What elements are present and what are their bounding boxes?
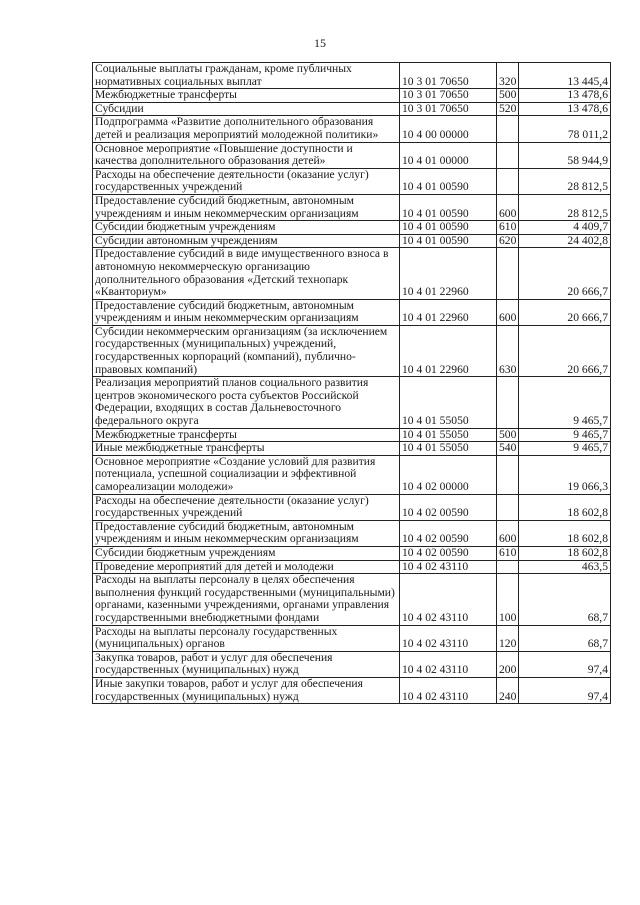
row-amount: 24 402,8 bbox=[519, 234, 611, 248]
row-name: Иные межбюджетные трансферты bbox=[93, 442, 400, 456]
row-expense-type bbox=[497, 116, 519, 142]
table-row bbox=[93, 560, 611, 574]
row-code: 10 4 01 00000 bbox=[400, 142, 497, 168]
row-amount: 28 812,5 bbox=[519, 194, 611, 220]
row-amount: 13 478,6 bbox=[519, 89, 611, 103]
table-row bbox=[93, 116, 611, 142]
table-row bbox=[93, 651, 611, 677]
row-expense-type bbox=[497, 168, 519, 194]
row-code: 10 4 02 43110 bbox=[400, 651, 497, 677]
row-code: 10 4 02 43110 bbox=[400, 560, 497, 574]
row-name: Субсидии автономным учреждениям bbox=[93, 234, 400, 248]
row-amount: 68,7 bbox=[519, 625, 611, 651]
row-code: 10 4 02 00590 bbox=[400, 546, 497, 560]
row-code: 10 4 02 43110 bbox=[400, 625, 497, 651]
table-row bbox=[93, 194, 611, 220]
budget-table bbox=[92, 62, 611, 704]
row-expense-type bbox=[497, 494, 519, 520]
row-code: 10 4 01 55050 bbox=[400, 428, 497, 442]
row-expense-type: 610 bbox=[497, 221, 519, 235]
row-amount: 18 602,8 bbox=[519, 546, 611, 560]
row-name: Основное мероприятие «Создание условий для развития потенциала, успешной социализации и эффективной самореализации молодежи» bbox=[93, 455, 400, 494]
row-code: 10 4 02 00590 bbox=[400, 520, 497, 546]
table-row bbox=[93, 428, 611, 442]
row-code: 10 4 01 00590 bbox=[400, 168, 497, 194]
row-expense-type: 630 bbox=[497, 325, 519, 376]
row-expense-type bbox=[497, 377, 519, 428]
table-row bbox=[93, 325, 611, 376]
row-name: Предоставление субсидий бюджетным, автономным учреждениям и иным некоммерческим организациям bbox=[93, 194, 400, 220]
row-name: Расходы на выплаты персоналу государственных (муниципальных) органов bbox=[93, 625, 400, 651]
row-name: Предоставление субсидий в виде имущественного взноса в автономную некоммерческую организацию дополнительного образования «Детский технопарк «Кванториум» bbox=[93, 248, 400, 299]
row-amount: 9 465,7 bbox=[519, 442, 611, 456]
row-name: Межбюджетные трансферты bbox=[93, 89, 400, 103]
table-row bbox=[93, 494, 611, 520]
row-code: 10 4 02 00590 bbox=[400, 494, 497, 520]
row-name: Закупка товаров, работ и услуг для обеспечения государственных (муниципальных) нужд bbox=[93, 651, 400, 677]
row-expense-type bbox=[497, 248, 519, 299]
table-row bbox=[93, 142, 611, 168]
row-code: 10 4 01 00590 bbox=[400, 194, 497, 220]
row-name: Основное мероприятие «Повышение доступности и качества дополнительного образования детей» bbox=[93, 142, 400, 168]
row-amount: 68,7 bbox=[519, 574, 611, 625]
row-amount: 20 666,7 bbox=[519, 248, 611, 299]
row-expense-type: 240 bbox=[497, 677, 519, 703]
row-amount: 18 602,8 bbox=[519, 494, 611, 520]
row-name: Субсидии некоммерческим организациям (за исключением государственных (муниципальных) учреждений, государственных корпораций (компаний), публично-правовых компаний) bbox=[93, 325, 400, 376]
table-row bbox=[93, 89, 611, 103]
row-name: Иные закупки товаров, работ и услуг для обеспечения государственных (муниципальных) нужд bbox=[93, 677, 400, 703]
row-code: 10 4 01 22960 bbox=[400, 248, 497, 299]
table-row bbox=[93, 520, 611, 546]
row-expense-type: 620 bbox=[497, 234, 519, 248]
row-name: Субсидии бюджетным учреждениям bbox=[93, 546, 400, 560]
row-expense-type: 100 bbox=[497, 574, 519, 625]
row-name: Предоставление субсидий бюджетным, автономным учреждениям и иным некоммерческим организациям bbox=[93, 520, 400, 546]
row-expense-type: 610 bbox=[497, 546, 519, 560]
row-expense-type: 520 bbox=[497, 102, 519, 116]
row-expense-type: 500 bbox=[497, 428, 519, 442]
row-code: 10 4 00 00000 bbox=[400, 116, 497, 142]
row-code: 10 3 01 70650 bbox=[400, 102, 497, 116]
row-expense-type: 120 bbox=[497, 625, 519, 651]
page-number: 15 bbox=[314, 36, 326, 50]
row-name: Реализация мероприятий планов социального развития центров экономического роста субъектов Российской Федерации, входящих в состав Дальневосточного федерального округа bbox=[93, 377, 400, 428]
table-row bbox=[93, 377, 611, 428]
row-amount: 58 944,9 bbox=[519, 142, 611, 168]
row-name: Расходы на обеспечение деятельности (оказание услуг) государственных учреждений bbox=[93, 168, 400, 194]
row-expense-type: 600 bbox=[497, 299, 519, 325]
row-code: 10 4 01 22960 bbox=[400, 325, 497, 376]
row-amount: 78 011,2 bbox=[519, 116, 611, 142]
row-expense-type: 600 bbox=[497, 520, 519, 546]
table-row bbox=[93, 299, 611, 325]
table-row bbox=[93, 221, 611, 235]
row-code: 10 4 02 43110 bbox=[400, 574, 497, 625]
table-row bbox=[93, 234, 611, 248]
row-expense-type: 320 bbox=[497, 63, 519, 89]
row-amount: 9 465,7 bbox=[519, 377, 611, 428]
row-code: 10 4 01 55050 bbox=[400, 377, 497, 428]
row-name: Подпрограмма «Развитие дополнительного образования детей и реализация мероприятий молодежной политики» bbox=[93, 116, 400, 142]
table-row bbox=[93, 442, 611, 456]
row-expense-type: 200 bbox=[497, 651, 519, 677]
row-code: 10 4 01 00590 bbox=[400, 221, 497, 235]
row-name: Проведение мероприятий для детей и молодежи bbox=[93, 560, 400, 574]
table-row bbox=[93, 625, 611, 651]
table-row bbox=[93, 63, 611, 89]
row-amount: 28 812,5 bbox=[519, 168, 611, 194]
row-name: Субсидии bbox=[93, 102, 400, 116]
row-code: 10 4 01 22960 bbox=[400, 299, 497, 325]
table-row bbox=[93, 455, 611, 494]
row-amount: 13 445,4 bbox=[519, 63, 611, 89]
row-expense-type: 540 bbox=[497, 442, 519, 456]
row-name: Межбюджетные трансферты bbox=[93, 428, 400, 442]
row-name: Предоставление субсидий бюджетным, автономным учреждениям и иным некоммерческим организациям bbox=[93, 299, 400, 325]
row-amount: 97,4 bbox=[519, 677, 611, 703]
row-code: 10 3 01 70650 bbox=[400, 63, 497, 89]
row-name: Расходы на выплаты персоналу в целях обеспечения выполнения функций государственными (муниципальными) органами, казенными учреждениями, органами управления государственными внебюджетными фондами bbox=[93, 574, 400, 625]
table-row bbox=[93, 102, 611, 116]
row-expense-type bbox=[497, 455, 519, 494]
row-amount: 463,5 bbox=[519, 560, 611, 574]
row-name: Расходы на обеспечение деятельности (оказание услуг) государственных учреждений bbox=[93, 494, 400, 520]
row-expense-type bbox=[497, 142, 519, 168]
row-amount: 18 602,8 bbox=[519, 520, 611, 546]
table-row bbox=[93, 248, 611, 299]
row-code: 10 4 02 43110 bbox=[400, 677, 497, 703]
row-name: Социальные выплаты гражданам, кроме публичных нормативных социальных выплат bbox=[93, 63, 400, 89]
table-row bbox=[93, 574, 611, 625]
table-row bbox=[93, 677, 611, 703]
row-code: 10 4 01 00590 bbox=[400, 234, 497, 248]
row-code: 10 4 01 55050 bbox=[400, 442, 497, 456]
row-amount: 20 666,7 bbox=[519, 325, 611, 376]
row-expense-type: 600 bbox=[497, 194, 519, 220]
table-row bbox=[93, 546, 611, 560]
row-amount: 13 478,6 bbox=[519, 102, 611, 116]
row-expense-type: 500 bbox=[497, 89, 519, 103]
row-amount: 19 066,3 bbox=[519, 455, 611, 494]
budget-table-body bbox=[93, 63, 611, 704]
row-expense-type bbox=[497, 560, 519, 574]
table-row bbox=[93, 168, 611, 194]
row-amount: 4 409,7 bbox=[519, 221, 611, 235]
row-amount: 9 465,7 bbox=[519, 428, 611, 442]
row-name: Субсидии бюджетным учреждениям bbox=[93, 221, 400, 235]
row-code: 10 4 02 00000 bbox=[400, 455, 497, 494]
row-code: 10 3 01 70650 bbox=[400, 89, 497, 103]
row-amount: 97,4 bbox=[519, 651, 611, 677]
row-amount: 20 666,7 bbox=[519, 299, 611, 325]
